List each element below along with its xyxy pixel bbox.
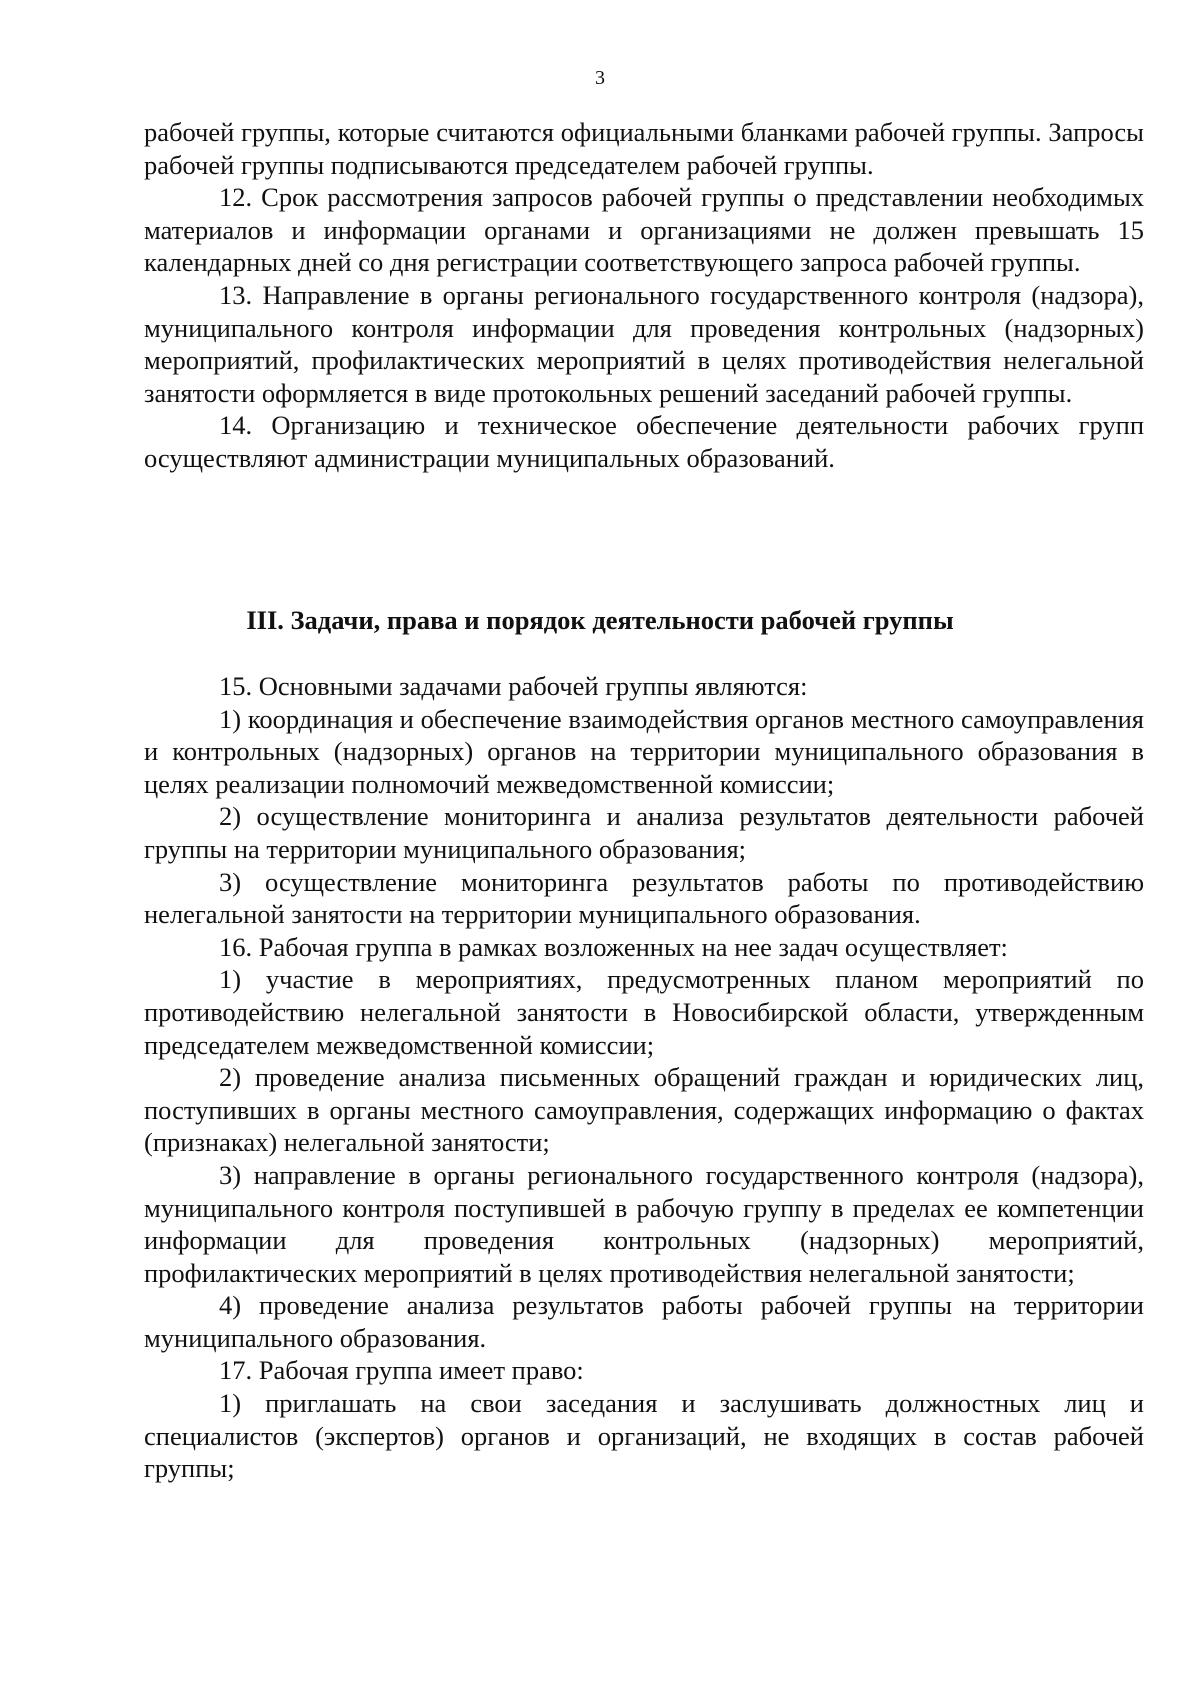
- paragraph-16-item-1: 1) участие в мероприятиях, предусмотренных планом мероприятий по противодействию нелегальной занятости в Новосибирской области, утвержденным председателем межведомственной комиссии;: [144, 964, 1144, 1060]
- paragraph-15-item-1: 1) координация и обеспечение взаимодействия органов местного самоуправления и контрольных (надзорных) органов на территории муниципального образования в целях реализации полномочий межведомственной комиссии;: [144, 703, 1144, 799]
- paragraph-15-item-3: 3) осуществление мониторинга результатов работы по противодействию нелегальной занятости на территории муниципального образования.: [144, 866, 1144, 930]
- paragraph-14: 14. Организацию и техническое обеспечение деятельности рабочих групп осуществляют администрации муниципальных образований.: [144, 410, 1144, 473]
- section-heading: III. Задачи, права и порядок деятельности рабочей группы: [246, 605, 954, 635]
- paragraph-13: 13. Направление в органы регионального государственного контроля (надзора), муниципального контроля информации для проведения контрольных (надзорных) мероприятий, профилактических мероприятий в целях противодействия нелегальной занятости оформляется в виде протокольных решений заседаний рабочей группы.: [144, 279, 1144, 408]
- paragraph-16-item-3: 3) направление в органы регионального государственного контроля (надзора), муниципального контроля поступившей в рабочую группу в пределах ее компетенции информации для проведения контрольных (надзорных) мероприятий, профилактических мероприятий в целях противодействия нелегальной занятости;: [144, 1159, 1144, 1288]
- paragraph-15: 15. Основными задачами рабочей группы являются:: [219, 671, 808, 701]
- paragraph-16-item-2: 2) проведение анализа письменных обращений граждан и юридических лиц, поступивших в органы местного самоуправления, содержащих информацию о фактах (признаках) нелегальной занятости;: [144, 1062, 1144, 1158]
- paragraph-12: 12. Срок рассмотрения запросов рабочей группы о представлении необходимых материалов и информации органами и организациями не должен превышать 15 календарных дней со дня регистрации соответствующего запроса рабочей группы.: [144, 182, 1144, 278]
- paragraph-16-item-4: 4) проведение анализа результатов работы рабочей группы на территории муниципального образования.: [144, 1290, 1144, 1353]
- page-number: 3: [595, 67, 605, 89]
- paragraph-16: 16. Рабочая группа в рамках возложенных на нее задач осуществляет:: [219, 931, 1008, 962]
- top-text-block: [144, 116, 1144, 475]
- bottom-text-block: [144, 670, 1144, 1485]
- paragraph-17: 17. Рабочая группа имеет право:: [219, 1355, 584, 1386]
- paragraph-17-item-1: 1) приглашать на свои заседания и заслушивать должностных лиц и специалистов (экспертов) органов и организаций, не входящих в состав рабочей группы;: [144, 1388, 1144, 1484]
- paragraph-15-item-2: 2) осуществление мониторинга и анализа результатов деятельности рабочей группы на территории муниципального образования;: [144, 801, 1144, 864]
- paragraph-continuation: рабочей группы, которые считаются официальными бланками рабочей группы. Запросы рабочей группы подписываются председателем рабочей группы.: [144, 117, 1144, 180]
